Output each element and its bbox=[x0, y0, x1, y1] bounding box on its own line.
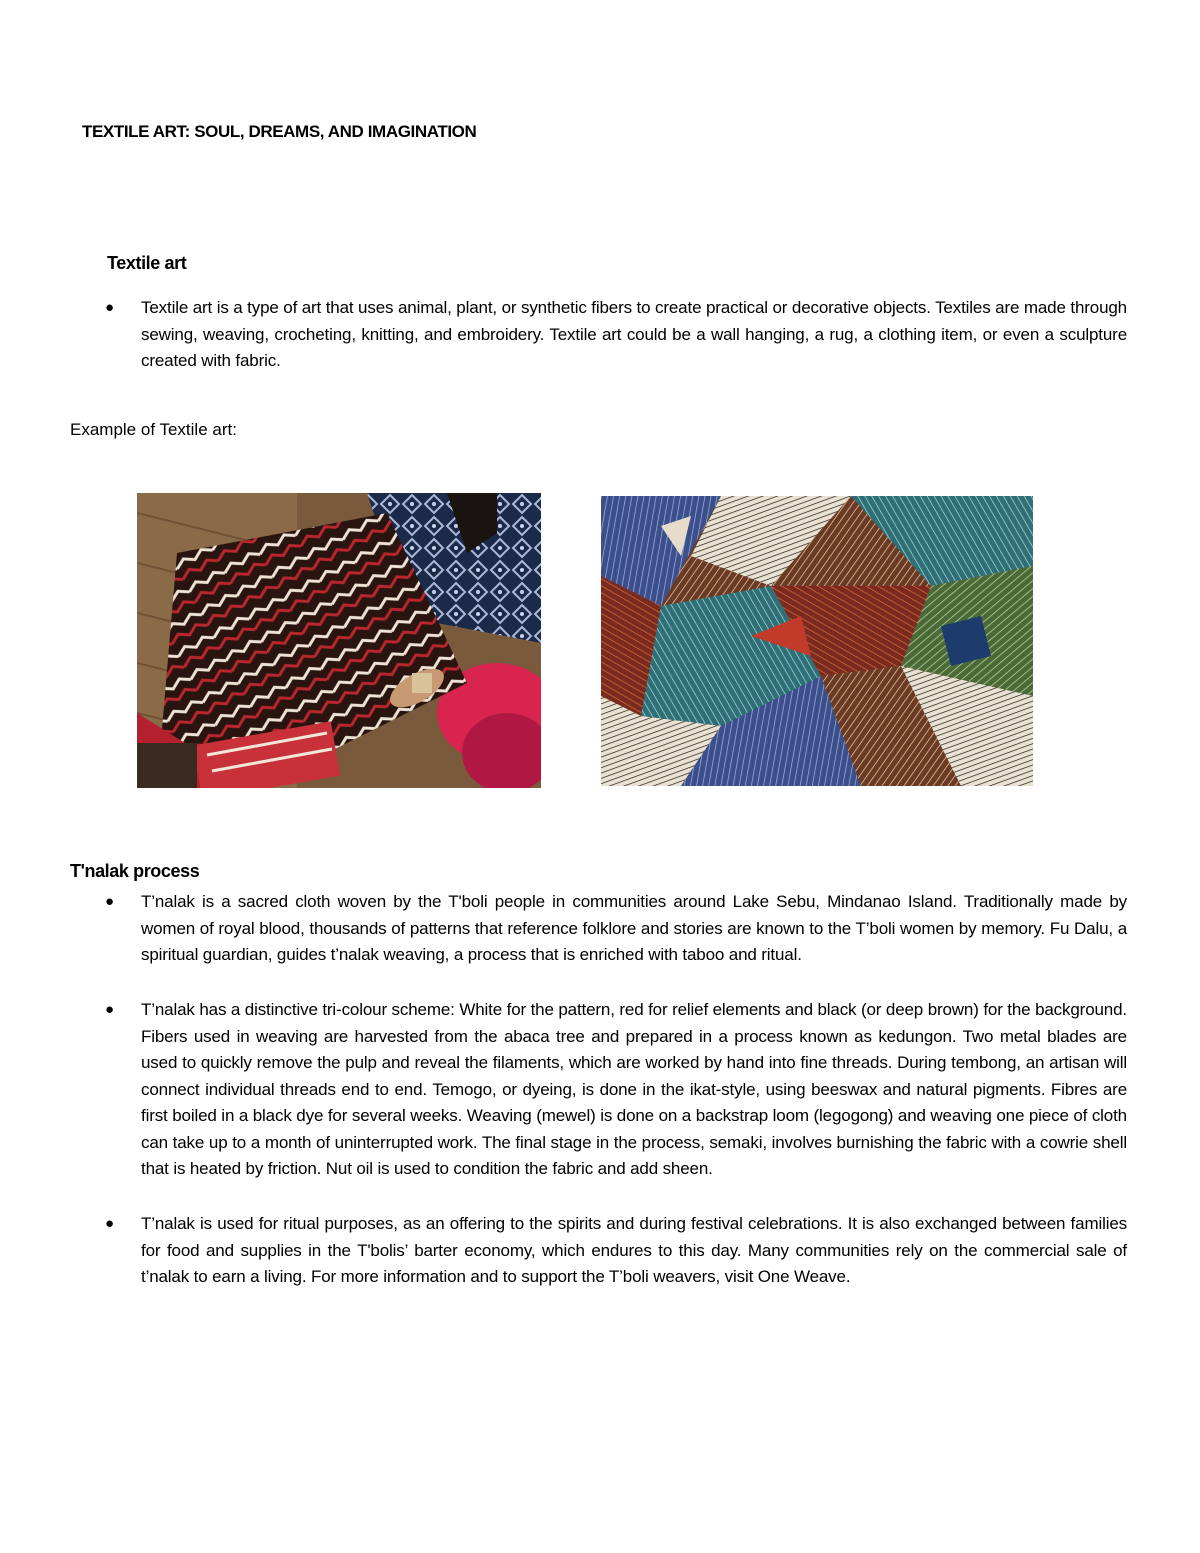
bullet-icon: ● bbox=[105, 893, 115, 910]
section-heading-tnalak-process: T'nalak process bbox=[70, 861, 200, 881]
tnalak-weaver-image bbox=[137, 493, 541, 788]
list-item bbox=[105, 295, 1127, 375]
bullet-icon: ● bbox=[105, 1001, 115, 1018]
list-item bbox=[105, 997, 1127, 1183]
section-heading-textile-art: Textile art bbox=[107, 253, 187, 273]
document-title: TEXTILE ART: SOUL, DREAMS, AND IMAGINATION bbox=[82, 122, 477, 141]
list-item bbox=[105, 1211, 1127, 1291]
paragraph-tnalak-uses: T’nalak is used for ritual purposes, as an offering to the spirits and during festival celebrations. It is also exchanged between families for food and supplies in the T'bolis’ barter economy, which endures to this day. Many communities rely on the commercial sale of t’nalak to earn a living. For more information and to support the T’boli weavers, visit One Weave. bbox=[141, 1214, 1127, 1286]
paragraph-tnalak-colours-process: T’nalak has a distinctive tri-colour scheme: White for the pattern, red for relief elements and black (or deep brown) for the background. Fibers used in weaving are harvested from the abaca tree and prepared in a process known as kedungon. Two metal blades are used to quickly remove the pulp and reveal the filaments, which are worked by hand into fine threads. During tembong, an artisan will connect individual threads end to end. Temogo, or dyeing, is done in the ikat-style, using beeswax and natural pigments. Fibres are first boiled in a black dye for several weeks. Weaving (mewel) is done on a backstrap loom (legogong) and weaving one piece of cloth can take up to a month of uninterrupted work. The final stage in the process, semaki, involves burnishing the fabric with a cowrie shell that is heated by friction. Nut oil is used to condition the fabric and add sheen. bbox=[141, 1000, 1127, 1178]
list-item bbox=[105, 889, 1127, 969]
paragraph-tnalak-origin: T’nalak is a sacred cloth woven by the T'boli people in communities around Lake Sebu, Mindanao Island. Traditionally made by women of royal blood, thousands of patterns that reference folklore and stories are known to the T’boli women by memory. Fu Dalu, a spiritual guardian, guides t’nalak weaving, a process that is enriched with taboo and ritual. bbox=[141, 892, 1127, 964]
paragraph-textile-art-definition: Textile art is a type of art that uses animal, plant, or synthetic fibers to create practical or decorative objects. Textiles are made through sewing, weaving, crocheting, knitting, and embroidery. Textile art could be a wall hanging, a rug, a clothing item, or even a sculpture created with fabric. bbox=[141, 298, 1127, 370]
abstract-textile-image bbox=[601, 496, 1033, 786]
bullet-icon: ● bbox=[105, 299, 115, 316]
bullet-icon: ● bbox=[105, 1215, 115, 1232]
example-label: Example of Textile art: bbox=[70, 420, 237, 439]
